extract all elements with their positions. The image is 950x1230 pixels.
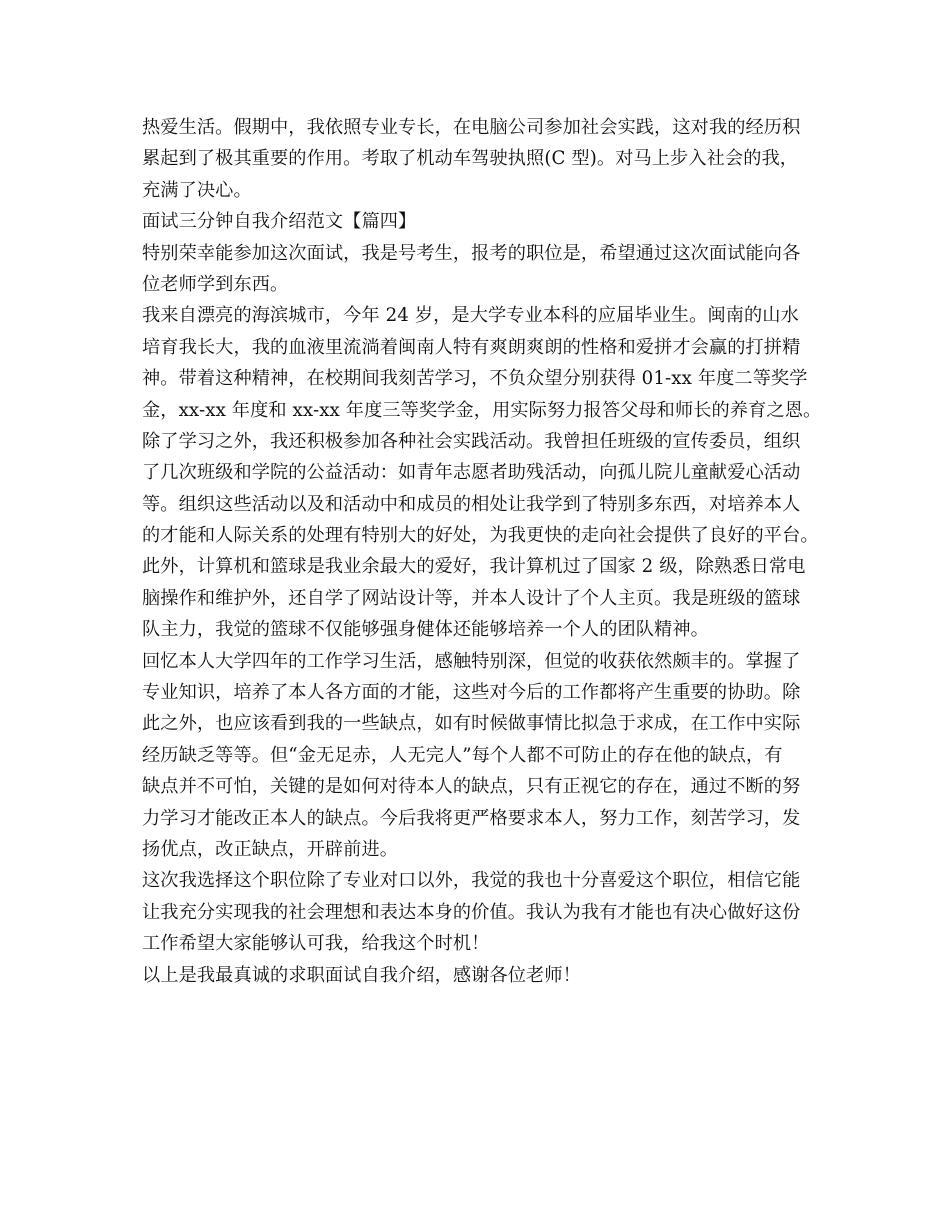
text-line: 让我充分实现我的社会理想和表达本身的价值。我认为我有才能也有决心做好这份 bbox=[142, 901, 801, 923]
text-line: 位老师学到东西。 bbox=[142, 273, 289, 295]
text-line: 缺点并不可怕，关键的是如何对待本人的缺点，只有正视它的存在，通过不断的努 bbox=[142, 776, 801, 798]
text-line: 了几次班级和学院的公益活动：如青年志愿者助残活动，向孤儿院儿童献爱心活动 bbox=[142, 462, 801, 484]
text-line: 的才能和人际关系的处理有特别大的好处，为我更快的走向社会提供了良好的平台。 bbox=[142, 525, 819, 547]
text-line: 脑操作和维护外，还自学了网站设计等，并本人设计了个人主页。我是班级的篮球 bbox=[142, 587, 801, 609]
text-line: 累起到了极其重要的作用。考取了机动车驾驶执照(C 型)。对马上步入社会的我， bbox=[142, 148, 799, 170]
text-line: 力学习才能改正本人的缺点。今后我将更严格要求本人，努力工作，刻苦学习，发 bbox=[142, 807, 801, 829]
text-line: 以上是我最真诚的求职面试自我介绍，感谢各位老师！ bbox=[142, 964, 581, 986]
text-line: 队主力，我觉的篮球不仅能够强身健体还能够培养一个人的团队精神。 bbox=[142, 619, 709, 641]
text-line: 此外，计算机和篮球是我业余最大的爱好，我计算机过了国家 2 级，除熟悉日常电 bbox=[142, 556, 806, 578]
text-line: 金，xx-xx 年度和 xx-xx 年度三等奖学金，用实际努力报答父母和师长的养育之恩。 bbox=[142, 399, 822, 421]
document-body bbox=[142, 112, 832, 991]
text-line: 充满了决心。 bbox=[142, 179, 252, 201]
section-heading: 面试三分钟自我介绍范文【篇四】 bbox=[142, 211, 417, 233]
text-line: 培育我长大，我的血液里流淌着闽南人特有爽朗爽朗的性格和爱拼才会赢的打拼精 bbox=[142, 336, 801, 358]
text-line: 回忆本人大学四年的工作学习生活，感触特别深，但觉的收获依然颇丰的。掌握了 bbox=[142, 650, 801, 672]
text-line: 经历缺乏等等。但“金无足赤，人无完人”每个人都不可防止的存在他的缺点，有 bbox=[142, 744, 783, 766]
text-line: 专业知识，培养了本人各方面的才能，这些对今后的工作都将产生重要的协助。除 bbox=[142, 682, 801, 704]
text-line: 热爱生活。假期中，我依照专业专长，在电脑公司参加社会实践，这对我的经历积 bbox=[142, 117, 801, 138]
text-line: 工作希望大家能够认可我，给我这个时机！ bbox=[142, 933, 490, 955]
text-line: 除了学习之外，我还积极参加各种社会实践活动。我曾担任班级的宣传委员，组织 bbox=[142, 430, 801, 452]
text-line: 神。带着这种精神，在校期间我刻苦学习，不负众望分别获得 01-xx 年度二等奖学 bbox=[142, 368, 808, 390]
text-line: 扬优点，改正缺点，开辟前进。 bbox=[142, 838, 399, 860]
text-line: 特别荣幸能参加这次面试，我是号考生，报考的职位是，希望通过这次面试能向各 bbox=[142, 242, 801, 264]
text-line: 我来自漂亮的海滨城市，今年 24 岁，是大学专业本科的应届毕业生。闽南的山水 bbox=[142, 305, 799, 327]
text-line: 此之外，也应该看到我的一些缺点，如有时候做事情比拟急于求成，在工作中实际 bbox=[142, 713, 801, 735]
text-line: 这次我选择这个职位除了专业对口以外，我觉的我也十分喜爱这个职位，相信它能 bbox=[142, 870, 801, 892]
text-line: 等。组织这些活动以及和活动中和成员的相处让我学到了特别多东西，对培养本人 bbox=[142, 493, 801, 515]
